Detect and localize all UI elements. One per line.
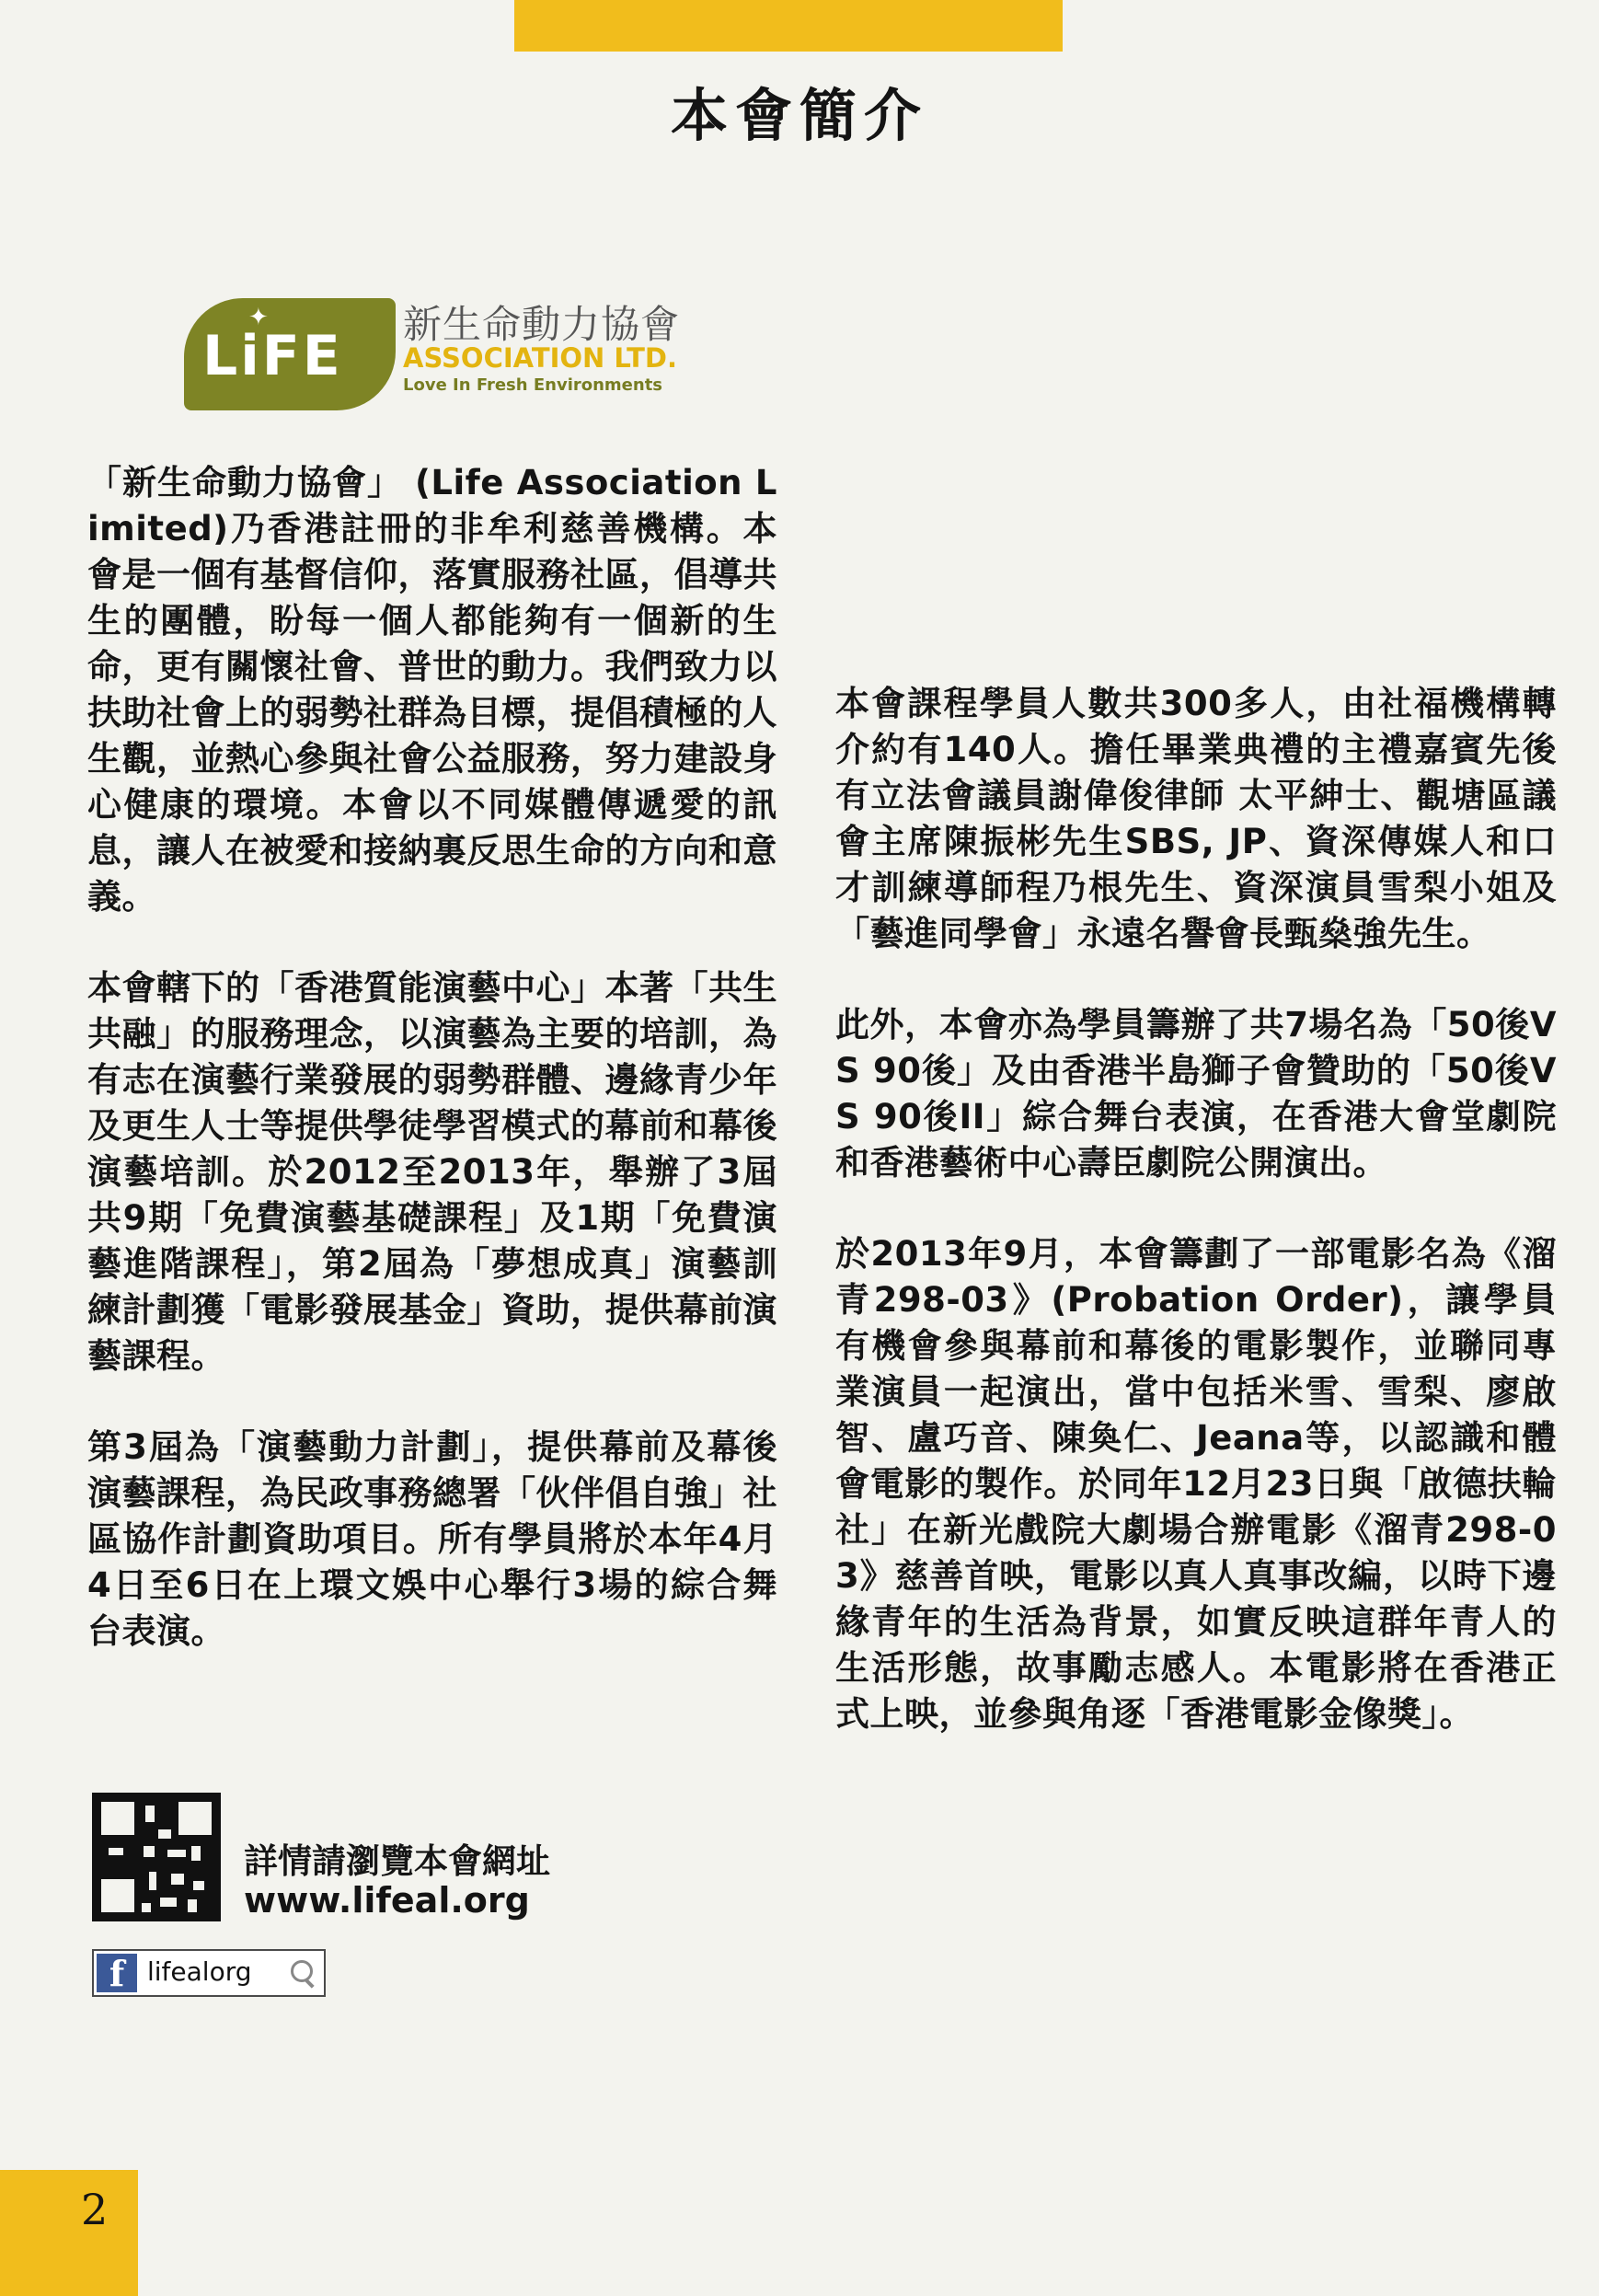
left-column <box>87 460 777 1700</box>
search-icon <box>291 1960 313 1982</box>
page-number: 2 <box>81 2185 109 2234</box>
qr-code-icon <box>92 1793 221 1921</box>
facebook-search-badge[interactable] <box>92 1949 326 1997</box>
logo-name-en: ASSOCIATION LTD. <box>403 342 677 374</box>
bird-icon: ✦ <box>248 304 269 331</box>
page-title: 本會簡介 <box>670 82 928 149</box>
paragraph-third-cohort: 第3屆為「演藝動力計劃」，提供幕前及幕後演藝課程，為民政事務總署「伙伴倡自強」社區協作計劃資助項目。所有學員將於本年4月4日至6日在上環文娛中心舉行3場的綜合舞台表演。 <box>87 1427 777 1651</box>
leaf-icon <box>184 298 396 410</box>
facebook-handle: lifealorg <box>147 1956 252 1987</box>
qr-caption: 詳情請瀏覽本會網址 <box>244 1841 550 1881</box>
life-association-logo <box>184 294 699 410</box>
paragraph-intro: 「新生命動力協會」 (Life Association Limited)乃香港註冊的非牟利慈善機構。本會是一個有基督信仰，落實服務社區，倡導共生的團體，盼每一個人都能夠有一個新的生命，更有關懷社會、普世的動力。我們致力以扶助社會上的弱勢社群為目標，提倡積極的人生觀，並熱心參與社會公益服務，努力建設身心健康的環境。本會以不同媒體傳遞愛的訊息，讓人在被愛和接納裏反思生命的方向和意義。 <box>87 463 777 917</box>
page-number-block <box>0 2170 138 2296</box>
logo-name-cn: 新生命動力協會 <box>403 302 681 347</box>
paragraph-students: 本會課程學員人數共300多人，由社福機構轉介約有140人。擔任畢業典禮的主禮嘉賓先後有立法會議員謝偉俊律師 太平紳士、觀塘區議會主席陳振彬先生SBS, JP、資深傳媒人和口才訓練導師程乃根先生、資深演員雪梨小姐及「藝進同學會」永遠名譽會長甄燊強先生。 <box>835 684 1557 953</box>
facebook-icon: f <box>97 1954 137 1992</box>
logo-wordmark: LiFE <box>202 324 343 388</box>
paragraph-centre: 本會轄下的「香港質能演藝中心」本著「共生共融」的服務理念，以演藝為主要的培訓，為有志在演藝行業發展的弱勢群體、邊緣青少年及更生人士等提供學徒學習模式的幕前和幕後演藝培訓。於2012至2013年，舉辦了3屆共9期「免費演藝基礎課程」及1期「免費演藝進階課程」，第2屆為「夢想成真」演藝訓練計劃獲「電影發展基金」資助，提供幕前演藝課程。 <box>87 968 777 1376</box>
logo-tagline: Love In Fresh Environments <box>403 375 663 395</box>
website-link[interactable]: www.lifeal.org <box>244 1880 530 1921</box>
paragraph-film: 於2013年9月，本會籌劃了一部電影名為《溜青298-03》(Probation Order)，讓學員有機會參與幕前和幕後的電影製作，並聯同專業演員一起演出，當中包括米雪、雪梨、廖啟智、盧巧音、陳奐仁、Jeana等，以認識和體會電影的製作。於同年12月23日與「啟德扶輪社」在新光戲院大劇場合辦電影《溜青298-03》慈善首映，電影以真人真事改編，以時下邊緣青年的生活為背景，如實反映這群年青人的生活形態，故事勵志感人。本電影將在香港正式上映，並參與角逐「香港電影金像獎」。 <box>835 1234 1557 1734</box>
top-accent-tab <box>514 0 1063 52</box>
right-column <box>835 681 1557 1783</box>
paragraph-performances: 此外，本會亦為學員籌辦了共7場名為「50後VS 90後」及由香港半島獅子會贊助的「50後VS 90後II」綜合舞台表演，在香港大會堂劇院和香港藝術中心壽臣劇院公開演出。 <box>835 1005 1557 1183</box>
